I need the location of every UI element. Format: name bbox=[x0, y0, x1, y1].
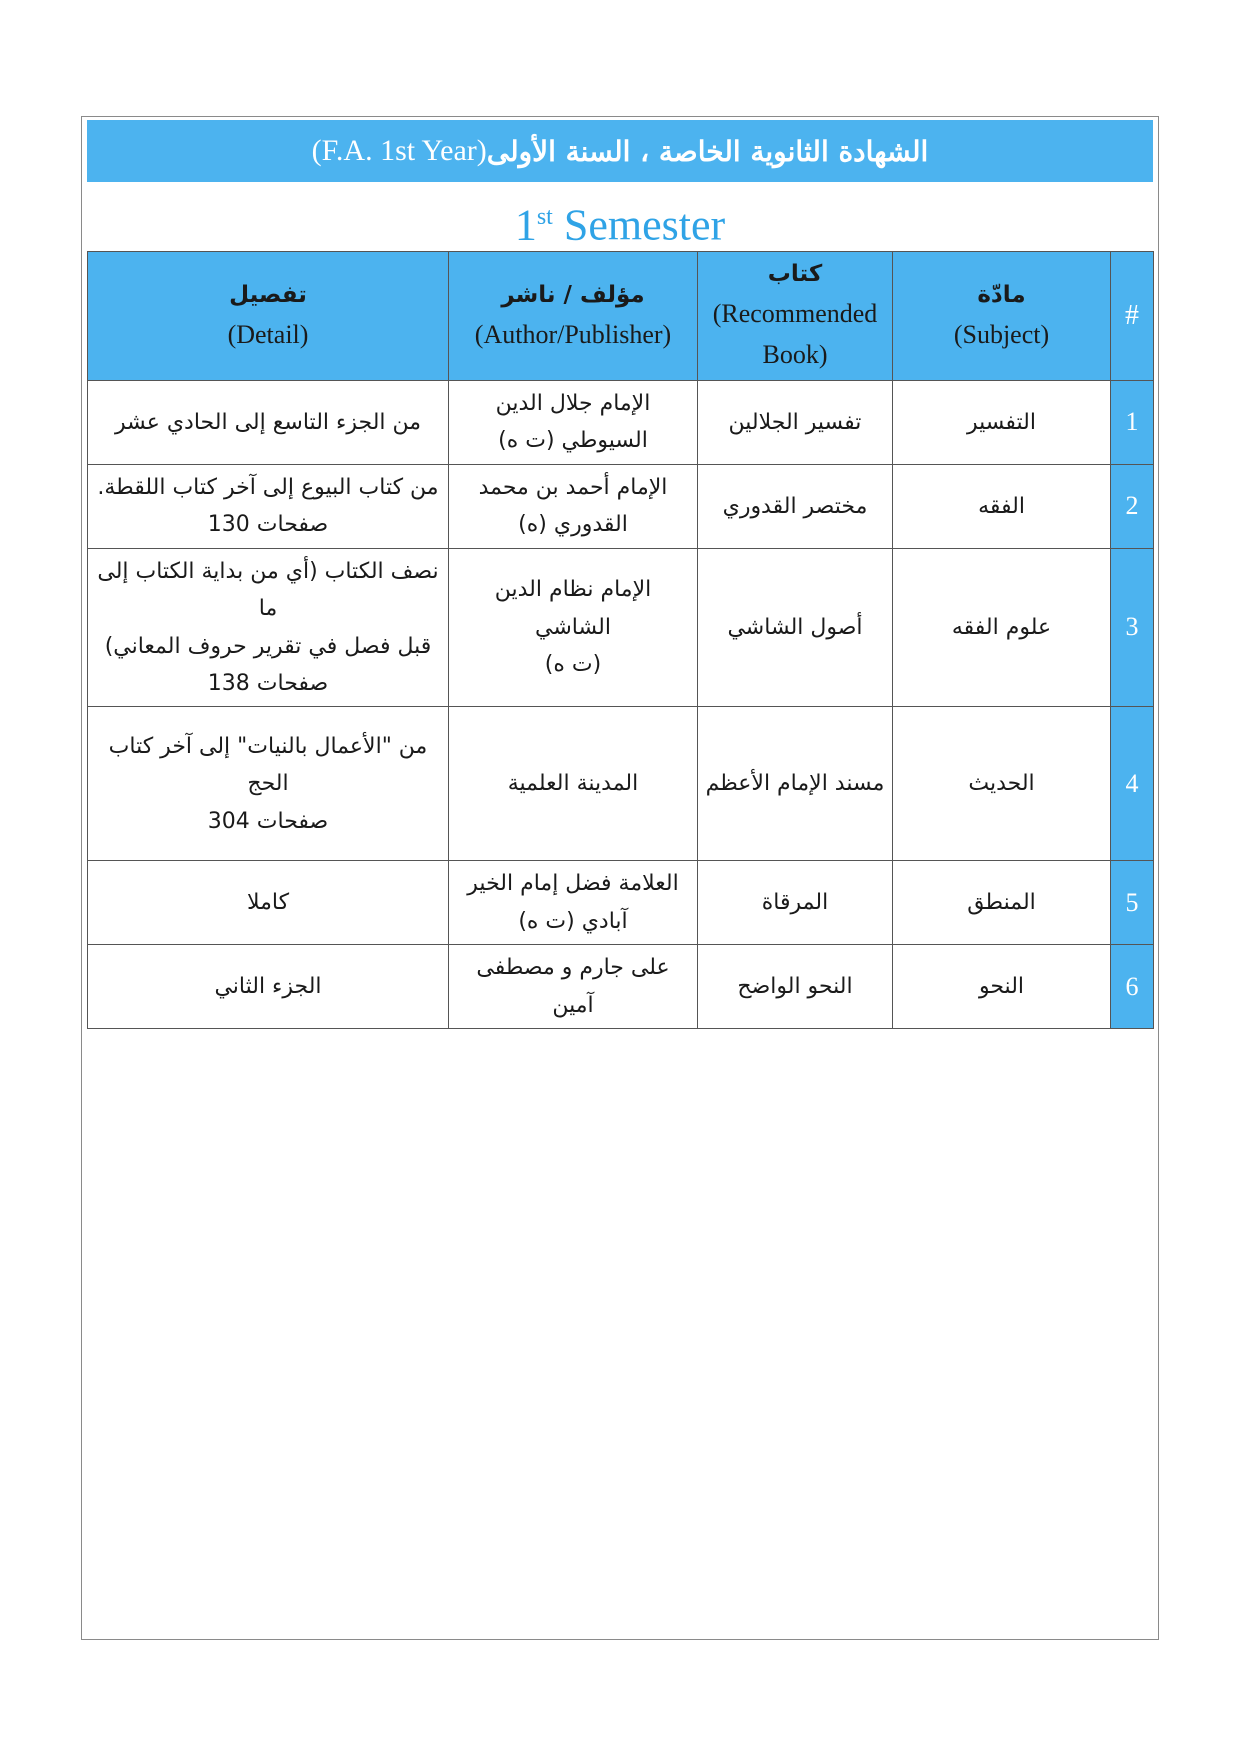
author-cell: الإمام أحمد بن محمد القدوري (ه) bbox=[449, 464, 698, 548]
author-cell: المدينة العلمية bbox=[449, 707, 698, 861]
book-cell: مختصر القدوري bbox=[698, 464, 893, 548]
author-cell: على جارم و مصطفى آمين bbox=[449, 945, 698, 1029]
title-arabic: الشهادة الثانوية الخاصة ، السنة الأولى bbox=[486, 134, 929, 168]
header-subject: مادّة (Subject) bbox=[893, 252, 1111, 381]
subject-cell: الحديث bbox=[893, 707, 1111, 861]
author-cell: العلامة فضل إمام الخير آبادي (ت ه) bbox=[449, 861, 698, 945]
semester-suffix: st bbox=[536, 204, 553, 230]
syllabus-table bbox=[87, 251, 1154, 1029]
detail-cell: نصف الكتاب (أي من بداية الكتاب إلى ما قبل فصل في تقرير حروف المعاني) صفحات 138 bbox=[88, 548, 449, 707]
detail-cell: كاملا bbox=[88, 861, 449, 945]
semester-number: 1 bbox=[514, 200, 537, 250]
table-header-row bbox=[88, 252, 1154, 381]
header-number: # bbox=[1111, 252, 1154, 381]
detail-cell: من الجزء التاسع إلى الحادي عشر bbox=[88, 380, 449, 464]
author-cell: الإمام جلال الدين السيوطي (ت ه) bbox=[449, 380, 698, 464]
book-cell: تفسير الجلالين bbox=[698, 380, 893, 464]
row-number: 5 bbox=[1111, 861, 1154, 945]
subject-cell: النحو bbox=[893, 945, 1111, 1029]
book-cell: أصول الشاشي bbox=[698, 548, 893, 707]
header-author: مؤلف / ناشر (Author/Publisher) bbox=[449, 252, 698, 381]
semester-heading bbox=[87, 185, 1153, 249]
row-number: 1 bbox=[1111, 380, 1154, 464]
book-cell: النحو الواضح bbox=[698, 945, 893, 1029]
semester-label: Semester bbox=[563, 200, 726, 250]
table-row bbox=[88, 380, 1154, 464]
page-title-bar bbox=[87, 120, 1153, 182]
row-number: 3 bbox=[1111, 548, 1154, 707]
author-cell: الإمام نظام الدين الشاشي (ت ه) bbox=[449, 548, 698, 707]
subject-cell: المنطق bbox=[893, 861, 1111, 945]
book-cell: المرقاة bbox=[698, 861, 893, 945]
subject-cell: التفسير bbox=[893, 380, 1111, 464]
row-number: 2 bbox=[1111, 464, 1154, 548]
row-number: 6 bbox=[1111, 945, 1154, 1029]
table-row bbox=[88, 945, 1154, 1029]
header-detail: تفصيل (Detail) bbox=[88, 252, 449, 381]
subject-cell: علوم الفقه bbox=[893, 548, 1111, 707]
detail-cell: من كتاب البيوع إلى آخر كتاب اللقطة. صفحات 130 bbox=[88, 464, 449, 548]
row-number: 4 bbox=[1111, 707, 1154, 861]
title-english: (F.A. 1st Year) bbox=[311, 134, 487, 167]
detail-cell: من "الأعمال بالنيات" إلى آخر كتاب الحج صفحات 304 bbox=[88, 707, 449, 861]
detail-cell: الجزء الثاني bbox=[88, 945, 449, 1029]
header-book: كتاب (Recommended Book) bbox=[698, 252, 893, 381]
book-cell: مسند الإمام الأعظم bbox=[698, 707, 893, 861]
table-row bbox=[88, 464, 1154, 548]
table-row bbox=[88, 707, 1154, 861]
subject-cell: الفقه bbox=[893, 464, 1111, 548]
table-row bbox=[88, 861, 1154, 945]
table-row bbox=[88, 548, 1154, 707]
